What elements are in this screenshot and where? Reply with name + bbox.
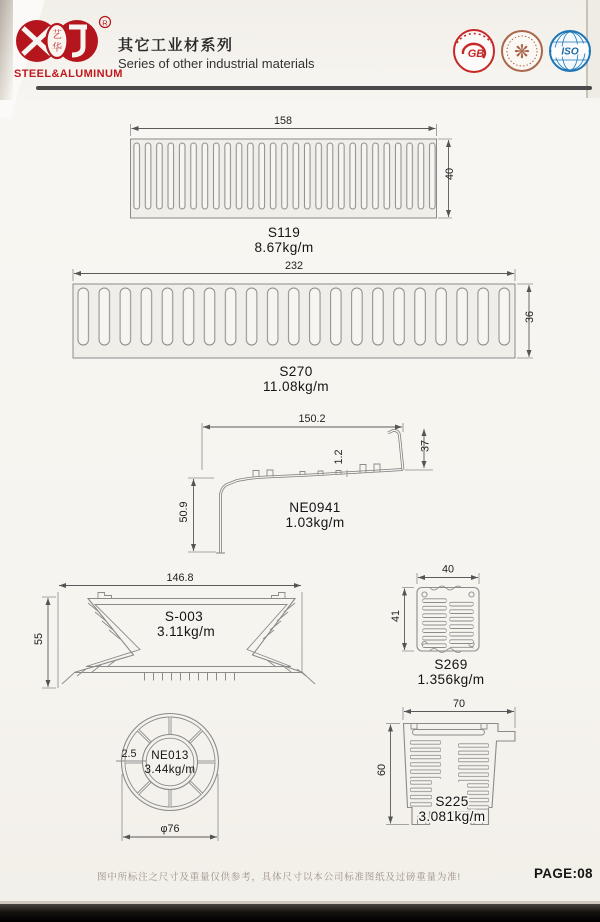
iso-badge-label: ISO [561, 46, 579, 58]
ne0941-right-dim: 37 [419, 439, 432, 453]
logo-seal-char-top: 艺 [52, 30, 62, 41]
ne013-diameter-dim: φ76 [160, 823, 180, 835]
s269-height-dim: 41 [390, 609, 402, 623]
drawing-ne013 [116, 714, 219, 842]
page-title-chinese: 其它工业材系列 [118, 37, 234, 54]
drawing-s225 [376, 698, 515, 825]
s119-code-label: S119 [267, 225, 301, 240]
drawing-s119 [131, 115, 457, 255]
s119-height-dim: 40 [444, 167, 456, 181]
ne013-weight-label: 3.44kg/m [144, 763, 196, 776]
s225-weight-label: 3.081kg/m [418, 809, 486, 824]
footer-disclaimer: 图中所标注之尺寸及重量仅供参考，具体尺寸以本公司标准图纸及过磅重量为准! [97, 872, 461, 883]
s003-code-label: S-003 [164, 609, 204, 624]
s225-height-dim: 60 [376, 763, 388, 777]
gb-badge-label: GB [467, 48, 485, 60]
s003-width-dim: 146.8 [166, 572, 194, 584]
ne0941-thickness-dim: 1.2 [333, 449, 345, 465]
ne0941-width-dim: 150.2 [298, 413, 326, 425]
s270-width-dim: 232 [284, 260, 304, 272]
drawing-s270 [73, 260, 536, 394]
s119-weight-label: 8.67kg/m [254, 240, 314, 255]
drawing-s269 [390, 564, 485, 688]
s225-code-label: S225 [435, 794, 469, 809]
ne013-code-label: NE013 [151, 749, 189, 762]
ne0941-code-label: NE0941 [289, 500, 341, 515]
logo-seal-char-bottom: 华 [52, 43, 62, 54]
ne013-wall-dim: 2.5 [121, 748, 137, 760]
logo-wordmark: STEEL&ALUMINUM [14, 68, 123, 80]
s225-width-dim: 70 [452, 698, 466, 710]
scan-bottom-band [0, 904, 600, 922]
page-number: PAGE:08 [534, 866, 593, 881]
ne0941-left-dim: 50.9 [178, 501, 190, 523]
s119-width-dim: 158 [273, 115, 293, 127]
s269-weight-label: 1.356kg/m [417, 672, 485, 687]
ne0941-weight-label: 1.03kg/m [285, 515, 345, 530]
seal-badge-symbol: ❋ [514, 42, 530, 63]
s270-weight-label: 11.08kg/m [262, 379, 330, 394]
s269-code-label: S269 [434, 657, 468, 672]
s003-height-dim: 55 [33, 632, 45, 646]
s270-height-dim: 36 [524, 310, 536, 324]
registered-trademark-letter: R [102, 18, 108, 28]
drawing-s003 [33, 572, 315, 688]
drawing-ne0941 [178, 413, 433, 553]
s003-weight-label: 3.11kg/m [156, 624, 216, 639]
page-title-english: Series of other industrial materials [118, 56, 315, 71]
s270-code-label: S270 [279, 364, 313, 379]
s269-width-dim: 40 [441, 563, 455, 576]
